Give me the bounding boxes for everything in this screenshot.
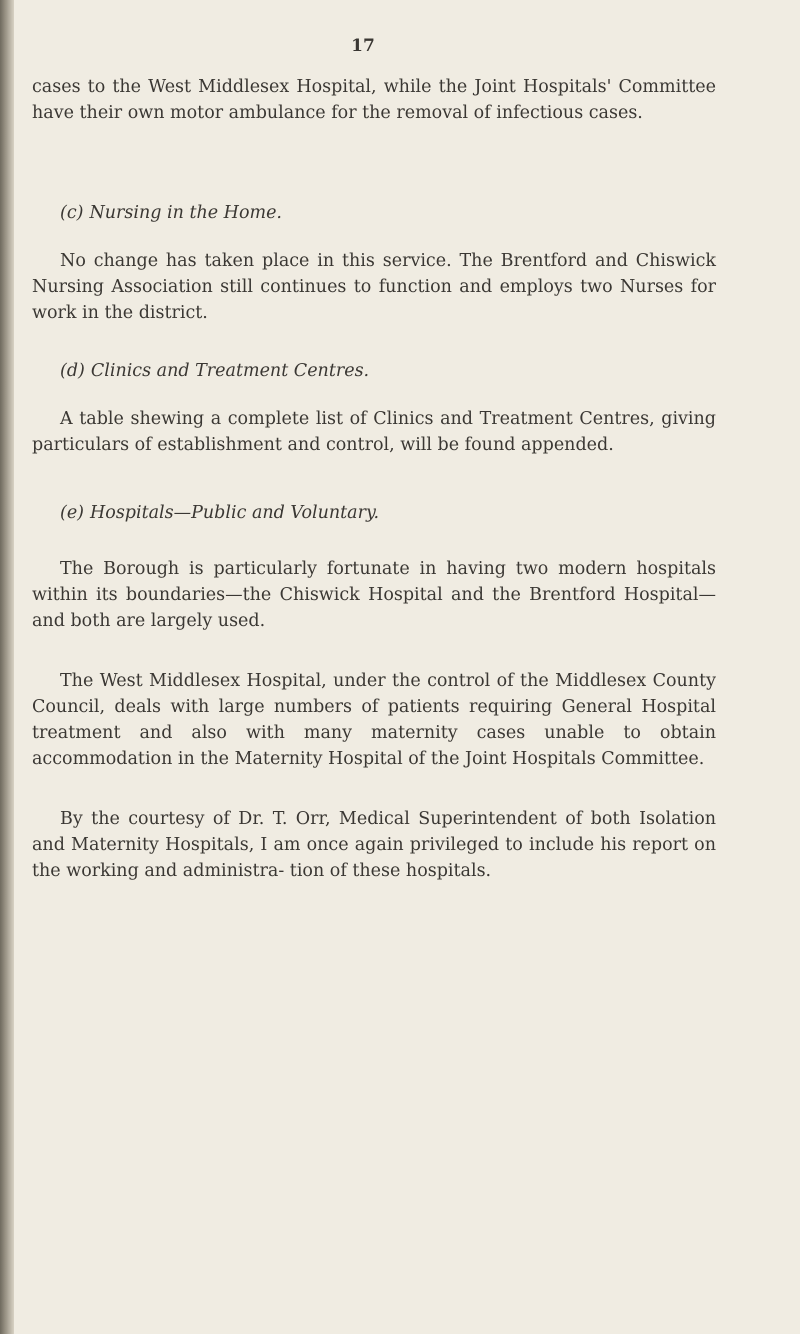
paragraph-west-middlesex: The West Middlesex Hospital, under the control of the Middlesex County Council, deals with large numbers of patients requiring General Hospital treatment and also with many maternity cases unable to obtain accommodation in the Maternity Hospital of the Joint Hospitals Committee. xyxy=(32,671,716,769)
page-number: 17 xyxy=(351,36,375,56)
section-letter: (d) xyxy=(60,361,85,381)
paragraph-hospitals-borough: The Borough is particularly fortunate in having two modern hospitals within its boundaries—the Chiswick Hospital and the Brentford Hospital—and both are largely used. xyxy=(32,559,716,631)
section-letter: (e) xyxy=(60,503,85,523)
section-heading-clinics xyxy=(60,358,369,384)
paragraph-courtesy: By the courtesy of Dr. T. Orr, Medical Superintendent of both Isolation and Maternity Hospitals, I am once again privileged to include his report on the working and administra- tion of these hospitals. xyxy=(32,809,716,881)
section-heading-hospitals xyxy=(60,500,379,526)
section-heading-nursing xyxy=(60,200,282,226)
paragraph-nursing: No change has taken place in this service. The Brentford and Chiswick Nursing Association still continues to function and employs two Nurses for work in the district. xyxy=(32,251,716,323)
section-title: Nursing in the Home. xyxy=(89,203,282,223)
section-title: Hospitals—Public and Voluntary. xyxy=(90,503,380,523)
section-letter: (c) xyxy=(60,203,84,223)
section-title: Clinics and Treatment Centres. xyxy=(90,361,370,381)
intro-paragraph: cases to the West Middlesex Hospital, while the Joint Hospitals' Committee have their own motor ambulance for the removal of infectious cases. xyxy=(32,77,716,123)
paragraph-clinics: A table shewing a complete list of Clinics and Treatment Centres, giving particulars of establishment and control, will be found appended. xyxy=(32,409,716,455)
